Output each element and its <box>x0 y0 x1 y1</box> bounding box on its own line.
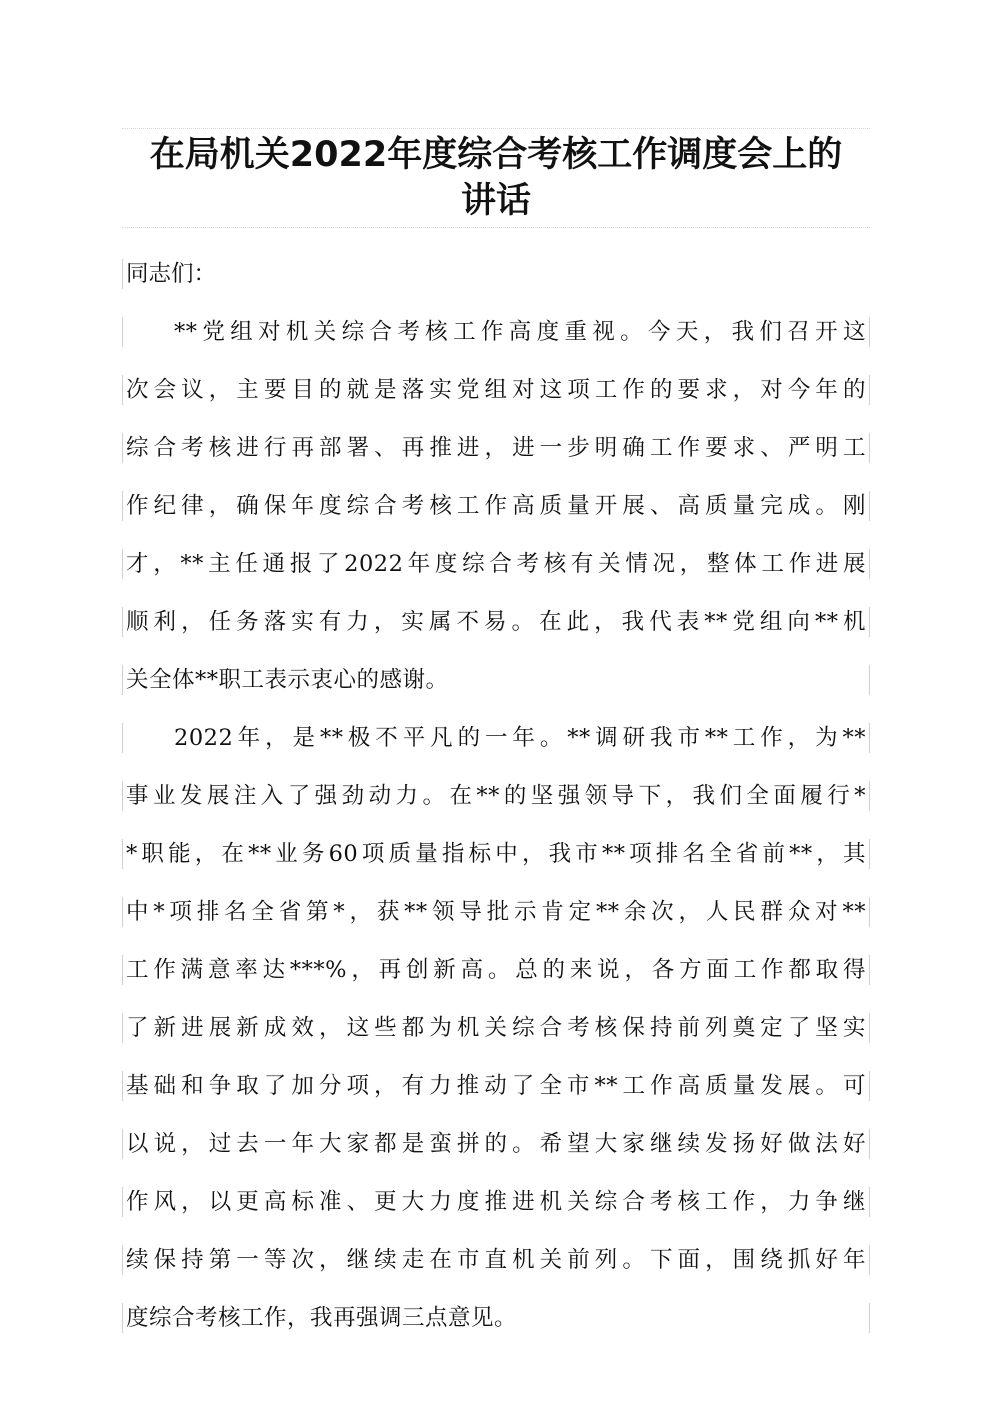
title-guide-line <box>122 227 870 228</box>
paragraph-line: 顺利，任务落实有力，实属不易。在此，我代表**党组向**机 <box>122 593 870 651</box>
paragraph-line: 续保持第一等次，继续走在市直机关前列。下面，围绕抓好年 <box>122 1231 870 1289</box>
title-line-1: 在局机关2022年度综合考核工作调度会上的 <box>149 135 843 175</box>
salutation: 同志们： <box>122 245 870 303</box>
paragraph-line: 综合考核进行再部署、再推进，进一步明确工作要求、严明工 <box>122 419 870 477</box>
paragraph-line: 事业发展注入了强劲动力。在**的坚强领导下，我们全面履行* <box>122 767 870 825</box>
paragraph-line: 中*项排名全省第*，获**领导批示肯定**余次，人民群众对** <box>122 883 870 941</box>
paragraph-line: **党组对机关综合考核工作高度重视。今天，我们召开这 <box>122 303 870 361</box>
document-body <box>122 245 870 1347</box>
paragraph-line: 作风，以更高标准、更大力度推进机关综合考核工作，力争继 <box>122 1173 870 1231</box>
paragraph-line: 才，**主任通报了2022年度综合考核有关情况，整体工作进展 <box>122 535 870 593</box>
paragraph-line: 工作满意率达***%，再创新高。总的来说，各方面工作都取得 <box>122 941 870 999</box>
paragraph-2 <box>122 709 870 1347</box>
paragraph-1 <box>122 303 870 709</box>
paragraph-line: 作纪律，确保年度综合考核工作高质量开展、高质量完成。刚 <box>122 477 870 535</box>
paragraph-line: *职能，在**业务60项质量指标中，我市**项排名全省前**，其 <box>122 825 870 883</box>
paragraph-line: 次会议，主要目的就是落实党组对这项工作的要求，对今年的 <box>122 361 870 419</box>
title-line-2: 讲话 <box>460 181 531 221</box>
paragraph-line: 度综合考核工作，我再强调三点意见。 <box>122 1289 870 1347</box>
paragraph-line: 了新进展新成效，这些都为机关综合考核保持前列奠定了坚实 <box>122 999 870 1057</box>
header-guide-line <box>122 128 870 129</box>
paragraph-line: 2022年，是**极不平凡的一年。**调研我市**工作，为** <box>122 709 870 767</box>
document-title <box>122 132 870 224</box>
paragraph-line: 以说，过去一年大家都是蛮拼的。希望大家继续发扬好做法好 <box>122 1115 870 1173</box>
paragraph-line: 基础和争取了加分项，有力推动了全市**工作高质量发展。可 <box>122 1057 870 1115</box>
paragraph-line: 关全体**职工表示衷心的感谢。 <box>122 651 870 709</box>
